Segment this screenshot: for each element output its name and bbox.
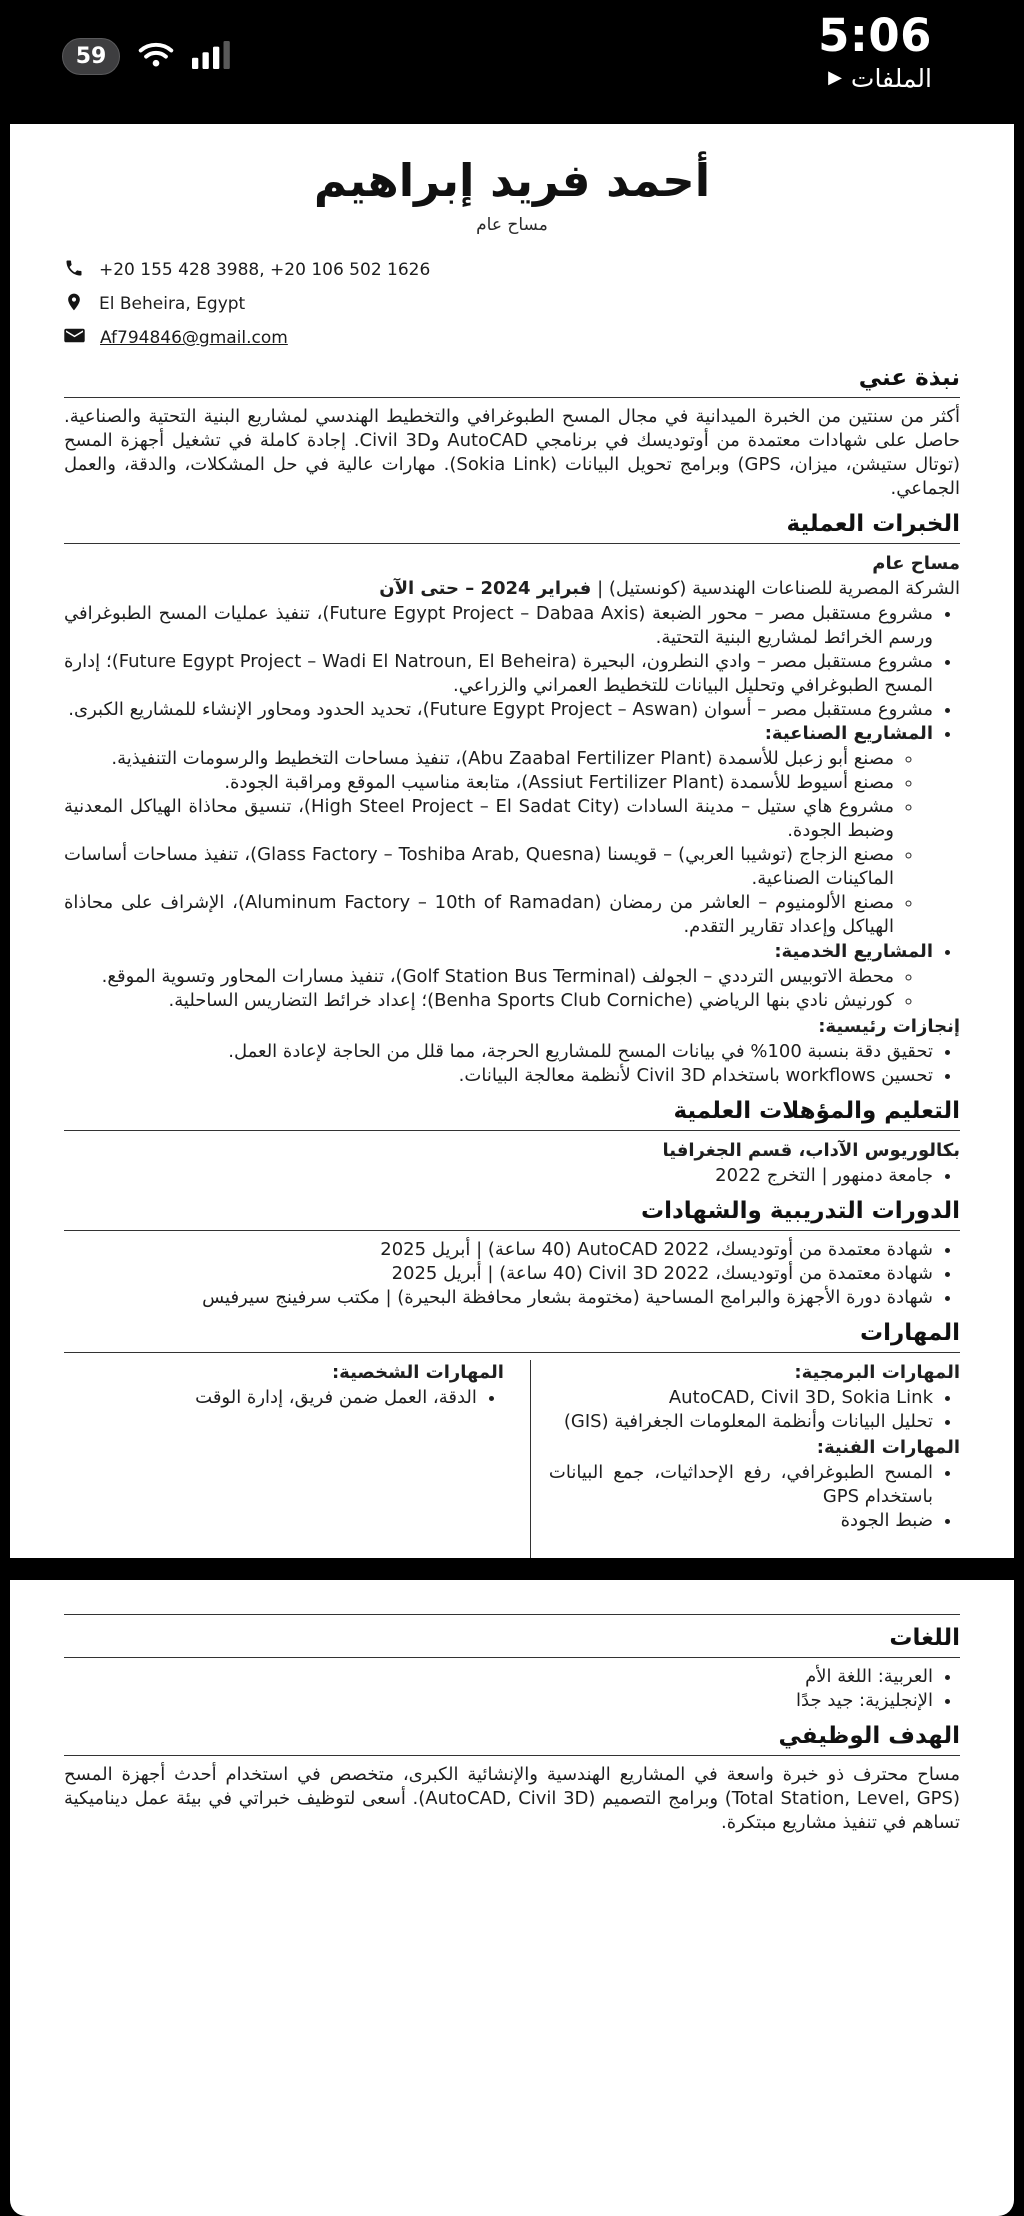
clock: 5:06 [818, 9, 932, 62]
employment-period: فبراير 2024 – حتى الآن [379, 578, 592, 599]
service-project-item: ◦ كورنيش نادي بنها الرياضي (Benha Sports Club Corniche)؛ إعداد خرائط التضاريس الساحلية. [64, 989, 894, 1013]
objective-paragraph: مساح محترف ذو خبرة واسعة في المشاريع الهندسية والإنشائية الكبرى، متخصص في استخدام أحدث أجهزة المسح (Total Station, Level, GPS) وبرامج التصميم (AutoCAD, Civil 3D). أسعى لتوظيف خبراتي في بيئة عمل ديناميكية تساهم في تنفيذ مشاريع مبتكرة. [64, 1764, 960, 1833]
battery-percent-label: 59 [75, 44, 107, 69]
course-item: • شهادة معتمدة من أوتوديسك، AutoCAD 2022 (40 ساعة) | أبريل 2025 [64, 1238, 933, 1262]
play-icon: ▶ [828, 67, 842, 89]
education-list [64, 1164, 960, 1188]
courses-list [64, 1238, 960, 1310]
service-projects-list [64, 965, 960, 1013]
cv-page-2 [10, 1580, 1014, 2216]
section-heading-education: التعليم والمؤهلات العلمية [64, 1098, 960, 1131]
cellular-signal-icon [192, 41, 234, 73]
section-heading-skills: المهارات [64, 1320, 960, 1353]
separator: | [597, 578, 604, 599]
section-heading-experience: الخبرات العملية [64, 511, 960, 544]
technical-skill-item: • ضبط الجودة [549, 1509, 933, 1533]
achievement-item: • تحسين workflows باستخدام Civil 3D لأنظمة معالجة البيانات. [64, 1064, 933, 1088]
candidate-title: مساح عام [476, 215, 548, 235]
service-projects-heading-list [64, 940, 960, 964]
experience-bullet: • مشروع مستقبل مصر – محور الضبعة (Future Egypt Project – Dabaa Axis)، تنفيذ عمليات المسح الطبوغرافي ورسم الخرائط لمشاريع البنية التحتية. [64, 602, 933, 650]
course-item: • شهادة دورة الأجهزة والبرامج المساحية (مختومة بشعار محافظة البحيرة) | مكتب سرفينج سيرفيس [64, 1286, 933, 1310]
industrial-projects-list [64, 747, 960, 939]
software-skills-list [549, 1386, 960, 1434]
software-skill-item: • AutoCAD, Civil 3D, Sokia Link [549, 1386, 933, 1410]
status-right-group [818, 9, 932, 93]
experience-bullet-list [64, 602, 960, 746]
technical-skills-list [549, 1461, 960, 1533]
course-item: • شهادة معتمدة من أوتوديسك، Civil 3D 2022 (40 ساعة) | أبريل 2025 [64, 1262, 933, 1286]
skills-column-personal [64, 1360, 530, 1558]
industrial-project-item: ◦ مصنع الألومنيوم – العاشر من رمضان (Aluminum Factory – 10th of Ramadan)، الإشراف على محاذاة الهياكل وإعداد تقارير التقدم. [64, 891, 894, 939]
technical-skills-heading: المهارات الفنية: [816, 1437, 960, 1458]
company-name: الشركة المصرية للصناعات الهندسية (كونستيل) [608, 578, 960, 599]
document-viewer[interactable] [0, 124, 1024, 2216]
about-paragraph: أكثر من سنتين من الخبرة الميدانية في مجال المسح الطبوغرافي والتخطيط الهندسي لمشاريع البنية التحتية والصناعية. حاصل على شهادات معتمدة من أوتوديسك في برنامجي AutoCAD وCivil 3D. إجادة كاملة في تشغيل أجهزة المسح (توتال ستيشن، ميزان، GPS) وبرامج تحويل البيانات (Sokia Link). مهارات عالية في حل المشكلات، والدقة، والعمل الجماعي. [64, 406, 960, 499]
battery-indicator [62, 38, 120, 75]
language-item: • العربية: اللغة الأم [64, 1665, 933, 1689]
skills-columns [64, 1360, 960, 1558]
status-bar [0, 0, 1024, 124]
personal-skill-item: • الدقة، العمل ضمن فريق، إدارة الوقت [64, 1386, 477, 1410]
page2-top-rule [64, 1614, 960, 1615]
personal-skills-list [64, 1386, 504, 1410]
section-heading-about: نبذة عني [64, 365, 960, 398]
phone-numbers: +20 155 428 3988, +20 106 502 1626 [99, 260, 431, 280]
page-break [0, 1558, 1024, 1580]
contact-block [64, 253, 960, 355]
wifi-icon [138, 41, 174, 72]
cv-page-1 [10, 124, 1014, 1558]
experience-bullet: • مشروع مستقبل مصر – أسوان (Future Egypt Project – Aswan)، تحديد الحدود ومحاور الإنشاء للمشاريع الكبرى. [64, 698, 933, 722]
software-skill-item: • تحليل البيانات وأنظمة المعلومات الجغرافية (GIS) [549, 1410, 933, 1434]
email-link[interactable]: Af794846@gmail.com [100, 328, 288, 348]
location-text: El Beheira, Egypt [99, 294, 246, 314]
location-row [64, 287, 960, 321]
achievement-item: • تحقيق دقة بنسبة 100% في بيانات المسح للمشاريع الحرجة، مما قلل من الحاجة لإعادة العمل. [64, 1040, 933, 1064]
job-title: مساح عام [872, 553, 960, 574]
files-app-label: الملفات [850, 63, 932, 93]
software-skills-heading: المهارات البرمجية: [794, 1362, 960, 1383]
education-item: • جامعة دمنهور | التخرج 2022 [64, 1164, 933, 1188]
candidate-name: أحمد فريد إبراهيم [313, 154, 711, 207]
language-item: • الإنجليزية: جيد جدًا [64, 1689, 933, 1713]
industrial-project-item: ◦ مشروع هاي ستيل – مدينة السادات (High Steel Project – El Sadat City)، تنسيق محاذاة الهياكل المعدنية وضبط الجودة. [64, 795, 894, 843]
achievements-list [64, 1040, 960, 1088]
location-pin-icon [64, 292, 84, 317]
personal-skills-heading: المهارات الشخصية: [331, 1362, 504, 1383]
industrial-projects-heading: • المشاريع الصناعية: [64, 722, 933, 746]
company-line [64, 576, 960, 601]
achievements-heading: إنجازات رئيسية: [818, 1016, 960, 1037]
skills-column-technical [530, 1360, 960, 1558]
email-row [64, 321, 960, 355]
phone-row [64, 253, 960, 287]
service-project-item: ◦ محطة الاتوبيس الترددي – الجولف (Golf Station Bus Terminal)، تنفيذ مسارات المحاور وتسوية الموقع. [64, 965, 894, 989]
technical-skill-item: • المسح الطبوغرافي، رفع الإحداثيات، جمع البيانات باستخدام GPS [549, 1461, 933, 1509]
phone-icon [64, 258, 84, 283]
industrial-project-item: ◦ مصنع أسيوط للأسمدة (Assiut Fertilizer Plant)، متابعة مناسيب الموقع ومراقبة الجودة. [64, 771, 894, 795]
service-projects-heading: • المشاريع الخدمية: [64, 940, 933, 964]
status-icons-group [62, 38, 234, 75]
files-app-indicator[interactable] [828, 64, 932, 93]
degree-title: بكالوريوس الآداب، قسم الجغرافيا [662, 1140, 960, 1161]
languages-list [64, 1665, 960, 1713]
section-heading-courses: الدورات التدريبية والشهادات [64, 1198, 960, 1231]
industrial-project-item: ◦ مصنع الزجاج (توشيبا العربي) – قويسنا (Glass Factory – Toshiba Arab, Quesna)، تنفيذ مساحات أساسات الماكينات الصناعية. [64, 843, 894, 891]
experience-bullet: • مشروع مستقبل مصر – وادي النطرون، البحيرة (Future Egypt Project – Wadi El Natroun, El Beheira)؛ إدارة المسح الطبوغرافي وتحليل البيانات للتخطيط العمراني والزراعي. [64, 650, 933, 698]
email-icon [64, 327, 85, 349]
section-heading-objective: الهدف الوظيفي [64, 1723, 960, 1756]
industrial-project-item: ◦ مصنع أبو زعبل للأسمدة (Abu Zaabal Fertilizer Plant)، تنفيذ مساحات التخطيط والرسومات التنفيذية. [64, 747, 894, 771]
section-heading-languages: اللغات [64, 1625, 960, 1658]
